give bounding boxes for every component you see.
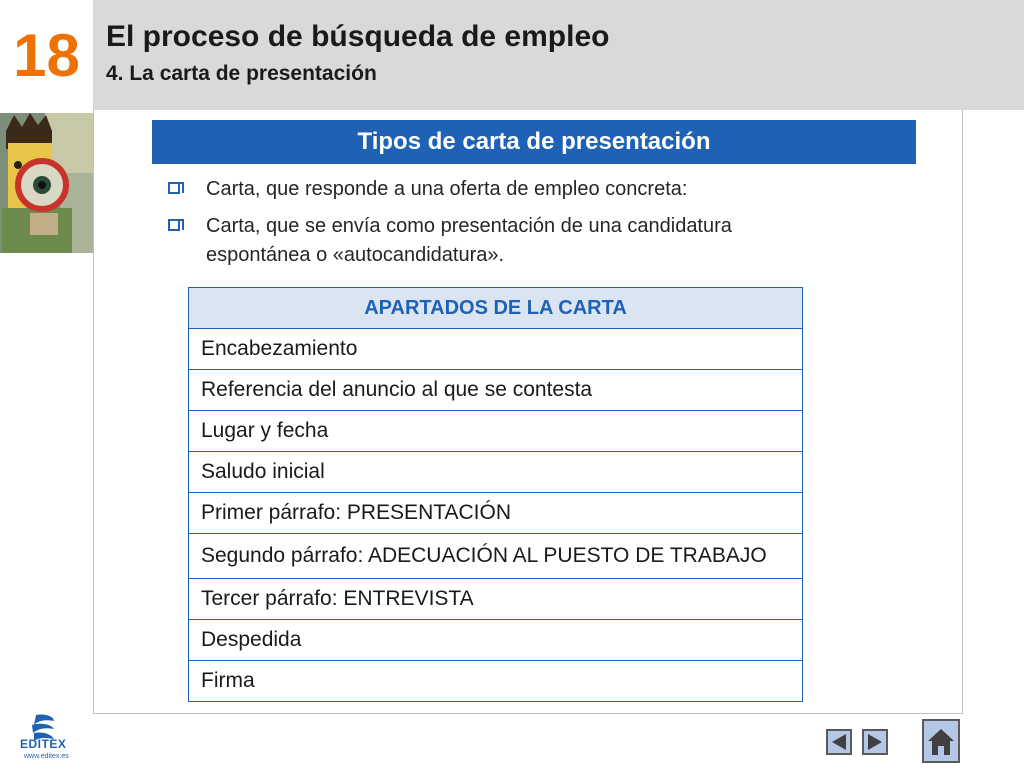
table-row bbox=[189, 493, 803, 534]
apartados-table bbox=[188, 287, 803, 702]
checkbox-bullet-icon bbox=[168, 182, 180, 194]
table-row bbox=[189, 329, 803, 370]
table-row bbox=[189, 579, 803, 620]
triangle-left-icon bbox=[828, 731, 850, 753]
home-button[interactable] bbox=[922, 719, 960, 763]
previous-slide-button[interactable] bbox=[826, 729, 852, 755]
table-header: APARTADOS DE LA CARTA bbox=[189, 288, 803, 329]
table-cell: Firma bbox=[189, 661, 803, 702]
table-row bbox=[189, 411, 803, 452]
checkbox-bullet-icon bbox=[168, 219, 180, 231]
table-cell: Lugar y fecha bbox=[189, 411, 803, 452]
header-band bbox=[93, 0, 1024, 110]
chapter-number: 18 bbox=[13, 21, 80, 89]
table-row bbox=[189, 661, 803, 702]
table-cell: Despedida bbox=[189, 620, 803, 661]
table-cell: Tercer párrafo: ENTREVISTA bbox=[189, 579, 803, 620]
bullet-item: Carta, que se envía como presentación de una candidatura espontánea o «autocandidatura». bbox=[168, 212, 828, 270]
table-cell: Primer párrafo: PRESENTACIÓN bbox=[189, 493, 803, 534]
home-icon bbox=[924, 721, 958, 761]
table-cell: Referencia del anuncio al que se contesta bbox=[189, 370, 803, 411]
table-cell: Segundo párrafo: ADECUACIÓN AL PUESTO DE TRABAJO bbox=[189, 534, 803, 579]
table-cell: Encabezamiento bbox=[189, 329, 803, 370]
table-row bbox=[189, 370, 803, 411]
logo-url: www.editex.es bbox=[24, 753, 69, 760]
next-slide-button[interactable] bbox=[862, 729, 888, 755]
job-search-illustration bbox=[0, 113, 93, 253]
table-cell: Saludo inicial bbox=[189, 452, 803, 493]
table-row bbox=[189, 534, 803, 579]
triangle-right-icon bbox=[864, 731, 886, 753]
page-title: El proceso de búsqueda de empleo bbox=[106, 20, 610, 53]
bullet-item: Carta, que responde a una oferta de empleo concreta: bbox=[168, 175, 828, 204]
table-row bbox=[189, 452, 803, 493]
page-subtitle: 4. La carta de presentación bbox=[106, 62, 377, 85]
section-heading: Tipos de carta de presentación bbox=[152, 120, 916, 164]
editex-logo bbox=[14, 713, 74, 765]
table-row bbox=[189, 620, 803, 661]
logo-name: EDITEX bbox=[20, 737, 67, 751]
